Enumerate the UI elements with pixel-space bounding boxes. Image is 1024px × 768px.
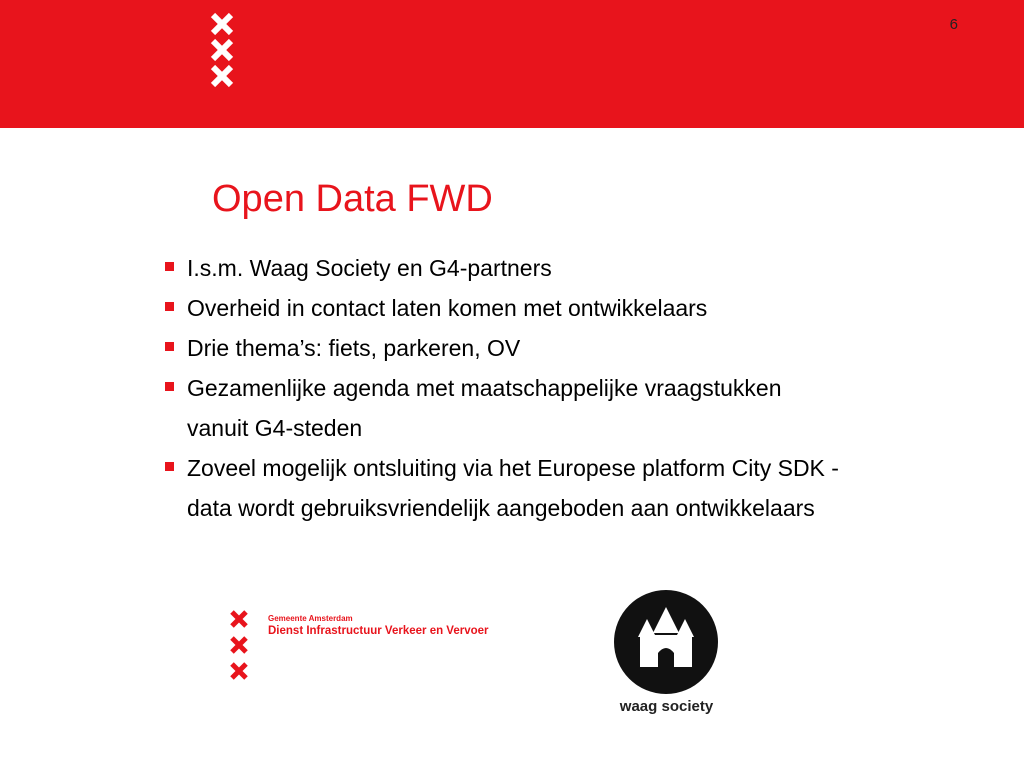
bullet-list — [162, 248, 902, 528]
bullet-item — [162, 448, 887, 528]
slide-number: 6 — [949, 16, 958, 33]
header-banner — [0, 0, 1024, 128]
bullet-square-icon — [165, 262, 174, 271]
waag-castle-icon — [613, 589, 719, 695]
bullet-item — [162, 248, 902, 288]
bullet-square-icon — [165, 342, 174, 351]
bullet-text: Zoveel mogelijk ontsluiting via het Europese platform City SDK - data wordt gebruiksvriendelijk aangeboden aan ontwikkelaars — [187, 455, 839, 521]
bullet-text: Drie thema’s: fiets, parkeren, OV — [187, 335, 521, 361]
bullet-text: Overheid in contact laten komen met ontwikkelaars — [187, 295, 708, 321]
bullet-item — [162, 368, 807, 448]
bullet-square-icon — [165, 302, 174, 311]
amsterdam-crosses-icon — [228, 608, 256, 683]
bullet-text: Gezamenlijke agenda met maatschappelijke vraagstukken vanuit G4-steden — [187, 375, 782, 441]
amsterdam-crosses-icon — [208, 12, 248, 92]
bullet-square-icon — [165, 462, 174, 471]
gemeente-department-name: Dienst Infrastructuur Verkeer en Vervoer — [268, 625, 489, 637]
bullet-item — [162, 288, 902, 328]
bullet-text: I.s.m. Waag Society en G4-partners — [187, 255, 552, 281]
gemeente-amsterdam-logo — [228, 608, 528, 688]
slide-title: Open Data FWD — [212, 178, 493, 220]
waag-society-name: waag society — [619, 698, 714, 715]
waag-society-logo — [604, 584, 734, 724]
gemeente-org-name: Gemeente Amsterdam — [268, 614, 353, 623]
bullet-square-icon — [165, 382, 174, 391]
bullet-item — [162, 328, 902, 368]
